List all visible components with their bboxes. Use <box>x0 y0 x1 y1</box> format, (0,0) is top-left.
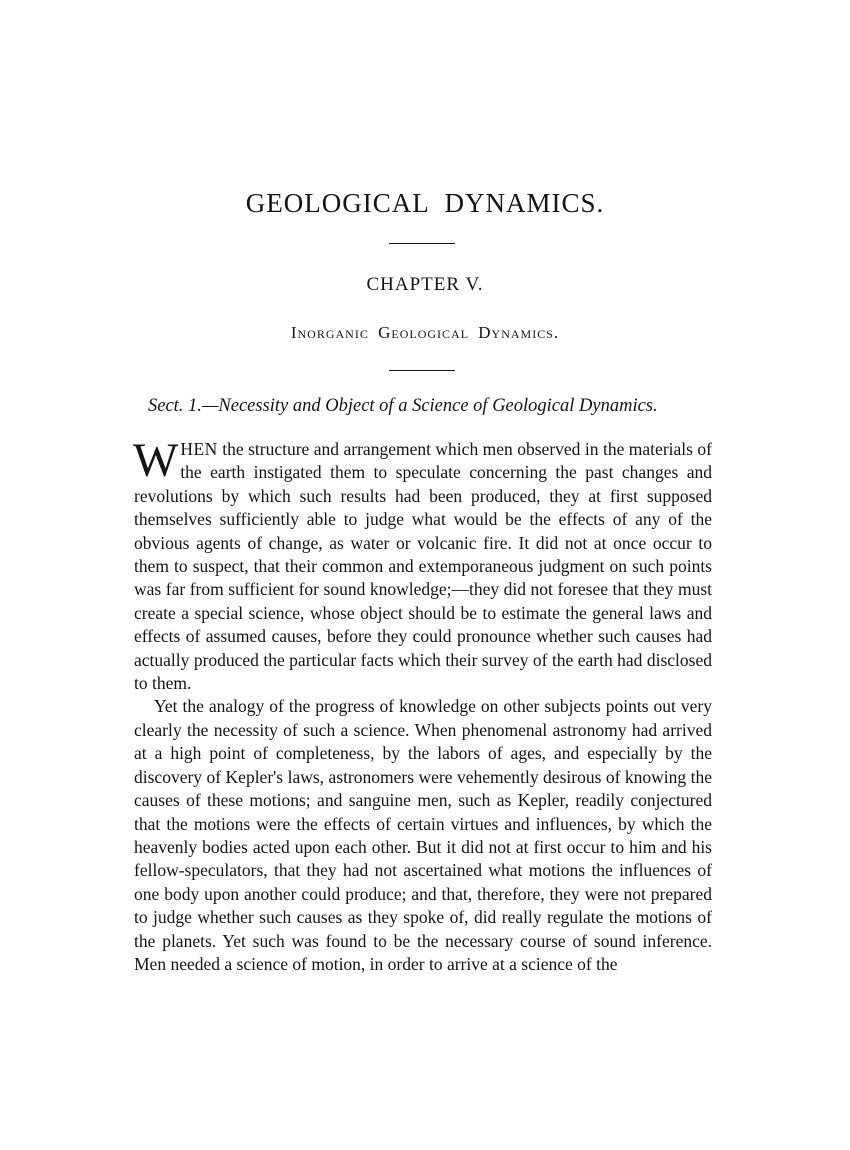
paragraph-1 <box>133 434 712 695</box>
chapter-heading: CHAPTER V. <box>366 274 484 295</box>
paragraph-2-text: Yet the analogy of the progress of knowledge on other subjects points out very clearly the necessity of such a science. When phenomenal astronomy had arrived at a high point of completeness, by the labors of ages, and especially by the discovery of Kepler's laws, astronomers were vehemently desirous of knowing the causes of these motions; and sanguine men, such as Kepler, readily conjectured that the motions were the effects of certain virtues and influences, by which the heavenly bodies acted upon each other. But it did not at first occur to him and his fellow-speculators, that they had not ascertained what motions the influences of one body upon another could produce; and that, therefore, they were not prepared to judge whether such causes as they spoke of, did really regulate the motions of the planets. Yet such was found to be the necessary course of sound inference. Men needed a science of motion, in order to arrive at a science of the <box>134 696 712 974</box>
chapter-subtitle: Inorganic Geological Dynamics. <box>290 323 560 342</box>
paragraph-2 <box>134 695 712 976</box>
page-title: GEOLOGICAL DYNAMICS. <box>245 188 605 218</box>
section-heading <box>148 396 658 417</box>
paragraph-1-text: the structure and arrangement which men observed in the materials of the earth instigated them to speculate concerning the past changes and revolutions by which such results had been produced, they at first supposed themselves sufficiently able to judge what would be the effects of any of the obvious agents of change, as water or volcanic fire. It did not at once occur to them to suspect, that their common and extemporaneous judgment on such points was far from sufficient for sound knowledge;—they did not foresee that they must create a special science, whose object should be to estimate the general laws and effects of assumed causes, before they could pronounce whether such causes had actually produced the particular facts which their survey of the earth had disclosed to them. <box>134 439 712 694</box>
subtitle-divider <box>389 370 455 371</box>
drop-cap: W <box>133 434 179 487</box>
opening-caps: HEN <box>180 439 218 459</box>
section-title: —Necessity and Object of a Science of Geological Dynamics. <box>201 396 658 416</box>
section-label: Sect. 1. <box>148 396 202 416</box>
title-divider <box>389 243 455 244</box>
body-text <box>133 434 712 976</box>
